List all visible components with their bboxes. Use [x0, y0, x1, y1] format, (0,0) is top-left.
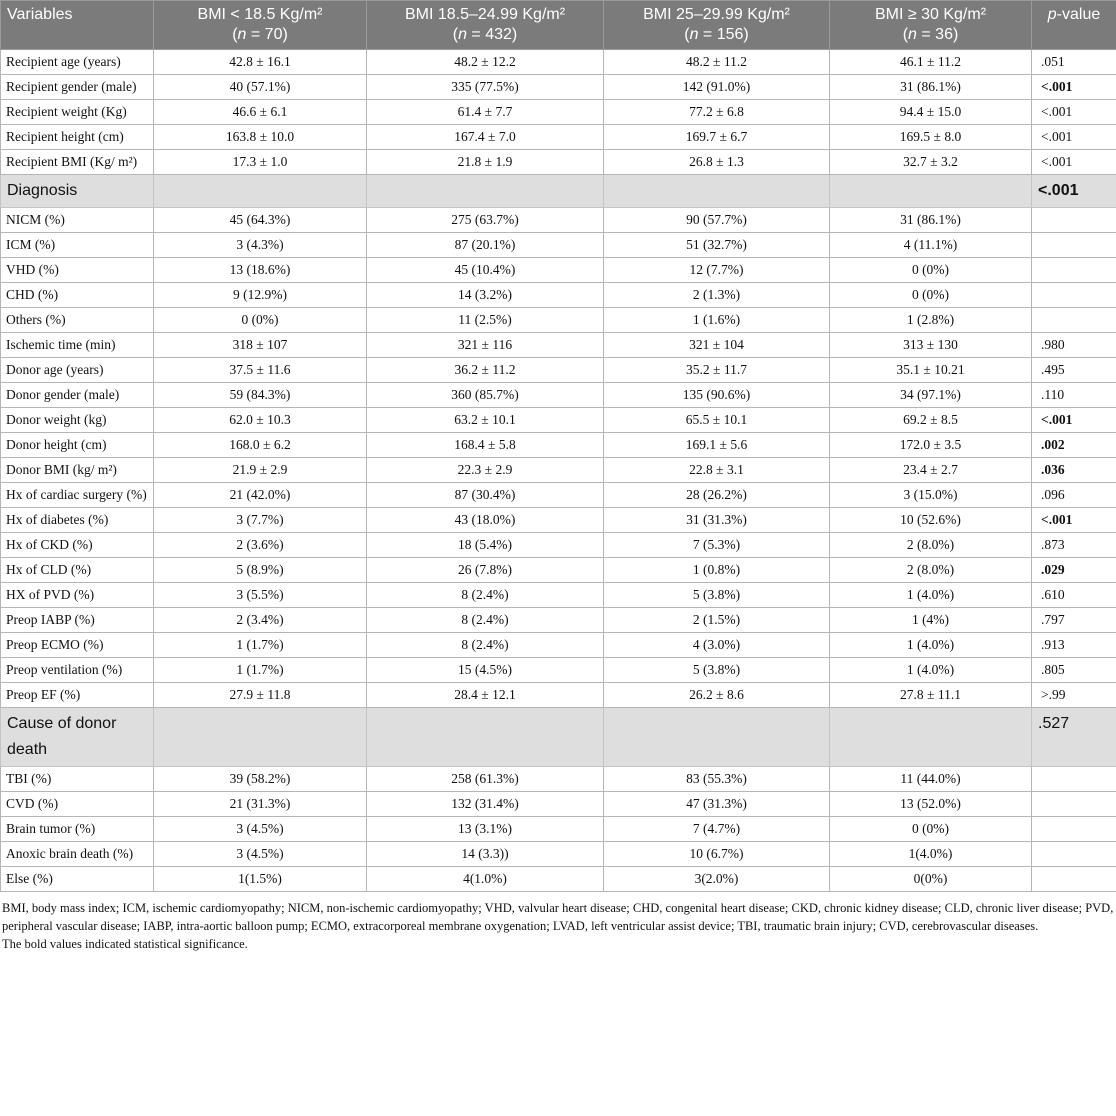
group-value: 1 (4.0%): [830, 583, 1032, 608]
group-value: 321 ± 116: [367, 333, 604, 358]
table-row: [1, 383, 1116, 408]
table-row: [1, 333, 1116, 358]
group-value: 13 (18.6%): [154, 258, 367, 283]
group-value: 59 (84.3%): [154, 383, 367, 408]
variable-label: CVD (%): [1, 792, 154, 817]
table-row: [1, 583, 1116, 608]
variable-label: VHD (%): [1, 258, 154, 283]
header-group-overweight: BMI 25–29.99 Kg/m² (n = 156): [604, 1, 830, 50]
group-value: 27.8 ± 11.1: [830, 683, 1032, 708]
p-value: .805: [1032, 658, 1116, 683]
group-n: 432: [485, 26, 512, 43]
group-value: 13 (3.1%): [367, 817, 604, 842]
variable-label: Preop ECMO (%): [1, 633, 154, 658]
group-value: 13 (52.0%): [830, 792, 1032, 817]
group-value: 360 (85.7%): [367, 383, 604, 408]
variable-label: Donor age (years): [1, 358, 154, 383]
group-n: 36: [935, 26, 953, 43]
group-value: 26 (7.8%): [367, 558, 604, 583]
group-value: 1(4.0%): [830, 842, 1032, 867]
group-range: BMI < 18.5 Kg/m²: [197, 6, 323, 23]
group-value: 2 (8.0%): [830, 533, 1032, 558]
group-value: 21 (42.0%): [154, 483, 367, 508]
group-value: [367, 175, 604, 208]
variable-label: Recipient BMI (Kg/ m²): [1, 150, 154, 175]
table-row: [1, 608, 1116, 633]
group-n: 156: [716, 26, 744, 43]
group-value: 47 (31.3%): [604, 792, 830, 817]
variable-label: Brain tumor (%): [1, 817, 154, 842]
p-value: [1032, 867, 1116, 892]
group-value: 1 (4.0%): [830, 633, 1032, 658]
header-group-obese: BMI ≥ 30 Kg/m² (n = 36): [830, 1, 1032, 50]
group-value: 31 (86.1%): [830, 208, 1032, 233]
group-value: 1(1.5%): [154, 867, 367, 892]
group-value: 258 (61.3%): [367, 767, 604, 792]
header-p-value: [1032, 1, 1116, 50]
group-value: 5 (3.8%): [604, 658, 830, 683]
group-value: 1 (4.0%): [830, 658, 1032, 683]
variable-label: Else (%): [1, 867, 154, 892]
variable-label: Recipient height (cm): [1, 125, 154, 150]
group-value: 169.1 ± 5.6: [604, 433, 830, 458]
group-value: 4 (11.1%): [830, 233, 1032, 258]
variable-label: TBI (%): [1, 767, 154, 792]
n-symbol: n: [689, 26, 699, 43]
table-row: [1, 633, 1116, 658]
group-value: 11 (2.5%): [367, 308, 604, 333]
p-value: <.001: [1032, 408, 1116, 433]
p-value: <.001: [1032, 100, 1116, 125]
variable-label: CHD (%): [1, 283, 154, 308]
group-value: 21 (31.3%): [154, 792, 367, 817]
group-value: 45 (64.3%): [154, 208, 367, 233]
table-row: [1, 508, 1116, 533]
variable-label: Diagnosis: [1, 175, 154, 208]
group-value: 318 ± 107: [154, 333, 367, 358]
p-value: [1032, 817, 1116, 842]
p-value: [1032, 258, 1116, 283]
abbreviations-footnote: BMI, body mass index; ICM, ischemic cardiomyopathy; NICM, non-ischemic cardiomyopathy; VHD, valvular heart disease; CHD, congenital heart disease; CKD, chronic kidney disease; CLD, chronic liver disease; PVD, peripheral vascular disease; IABP, intra-aortic balloon pump; ECMO, extracorporeal membrane oxygenation; LVAD, left ventricular assist device; TBI, traumatic brain injury; CVD, cerebrovascular diseases.: [2, 901, 1114, 933]
group-value: 4 (3.0%): [604, 633, 830, 658]
variable-label: Ischemic time (min): [1, 333, 154, 358]
table-row: [1, 483, 1116, 508]
group-value: 14 (3.3)): [367, 842, 604, 867]
table-row: [1, 100, 1116, 125]
group-value: 15 (4.5%): [367, 658, 604, 683]
group-value: 21.9 ± 2.9: [154, 458, 367, 483]
group-value: 2 (8.0%): [830, 558, 1032, 583]
table-row: [1, 433, 1116, 458]
group-value: [154, 708, 367, 767]
table-row: [1, 50, 1116, 75]
table-row: [1, 75, 1116, 100]
group-value: 28 (26.2%): [604, 483, 830, 508]
group-value: 12 (7.7%): [604, 258, 830, 283]
group-value: 14 (3.2%): [367, 283, 604, 308]
section-row: [1, 175, 1116, 208]
p-value: [1032, 308, 1116, 333]
header-group-underweight: BMI < 18.5 Kg/m² (n = 70): [154, 1, 367, 50]
group-value: 28.4 ± 12.1: [367, 683, 604, 708]
group-value: 11 (44.0%): [830, 767, 1032, 792]
group-value: 4(1.0%): [367, 867, 604, 892]
group-value: 46.6 ± 6.1: [154, 100, 367, 125]
group-value: [830, 708, 1032, 767]
group-value: 5 (3.8%): [604, 583, 830, 608]
group-value: 5 (8.9%): [154, 558, 367, 583]
variable-label: Preop IABP (%): [1, 608, 154, 633]
table-row: [1, 767, 1116, 792]
group-value: 21.8 ± 1.9: [367, 150, 604, 175]
p-value: <.001: [1032, 125, 1116, 150]
group-value: [604, 708, 830, 767]
group-value: 7 (4.7%): [604, 817, 830, 842]
group-n: 70: [264, 26, 283, 43]
n-symbol: n: [458, 26, 467, 43]
group-value: 1 (1.7%): [154, 633, 367, 658]
group-value: 10 (6.7%): [604, 842, 830, 867]
p-value: [1032, 767, 1116, 792]
p-value: .913: [1032, 633, 1116, 658]
table-body: [1, 50, 1116, 892]
group-value: [367, 708, 604, 767]
variable-label: Anoxic brain death (%): [1, 842, 154, 867]
group-value: 26.2 ± 8.6: [604, 683, 830, 708]
variable-label: Recipient gender (male): [1, 75, 154, 100]
group-value: 62.0 ± 10.3: [154, 408, 367, 433]
variable-label: HX of PVD (%): [1, 583, 154, 608]
group-value: 94.4 ± 15.0: [830, 100, 1032, 125]
p-value: .002: [1032, 433, 1116, 458]
p-value: >.99: [1032, 683, 1116, 708]
group-value: 31 (31.3%): [604, 508, 830, 533]
variable-label: Cause of donor death: [1, 708, 154, 767]
variable-label: NICM (%): [1, 208, 154, 233]
group-value: 167.4 ± 7.0: [367, 125, 604, 150]
table-row: [1, 683, 1116, 708]
group-value: 3 (4.3%): [154, 233, 367, 258]
group-value: 3 (4.5%): [154, 817, 367, 842]
group-value: 18 (5.4%): [367, 533, 604, 558]
p-value: .797: [1032, 608, 1116, 633]
variable-label: Donor height (cm): [1, 433, 154, 458]
variable-label: Donor weight (kg): [1, 408, 154, 433]
p-value: [1032, 792, 1116, 817]
table-row: [1, 125, 1116, 150]
group-value: 313 ± 130: [830, 333, 1032, 358]
group-value: 0 (0%): [154, 308, 367, 333]
group-value: 22.8 ± 3.1: [604, 458, 830, 483]
group-value: 0 (0%): [830, 258, 1032, 283]
group-range: BMI ≥ 30 Kg/m²: [874, 6, 987, 23]
group-value: 3 (5.5%): [154, 583, 367, 608]
p-value: .096: [1032, 483, 1116, 508]
group-value: 65.5 ± 10.1: [604, 408, 830, 433]
table-row: [1, 150, 1116, 175]
group-value: 335 (77.5%): [367, 75, 604, 100]
variable-label: Preop EF (%): [1, 683, 154, 708]
group-value: 26.8 ± 1.3: [604, 150, 830, 175]
p-value: <.001: [1032, 75, 1116, 100]
table-row: [1, 408, 1116, 433]
group-value: 37.5 ± 11.6: [154, 358, 367, 383]
variable-label: Preop ventilation (%): [1, 658, 154, 683]
group-value: 39 (58.2%): [154, 767, 367, 792]
group-value: 2 (1.5%): [604, 608, 830, 633]
table-row: [1, 258, 1116, 283]
group-value: 8 (2.4%): [367, 583, 604, 608]
group-value: 8 (2.4%): [367, 608, 604, 633]
p-value: .495: [1032, 358, 1116, 383]
p-value: .029: [1032, 558, 1116, 583]
table-row: [1, 792, 1116, 817]
p-value: [1032, 283, 1116, 308]
group-value: 2 (3.4%): [154, 608, 367, 633]
group-value: 0(0%): [830, 867, 1032, 892]
group-value: [604, 175, 830, 208]
group-value: 46.1 ± 11.2: [830, 50, 1032, 75]
group-value: 275 (63.7%): [367, 208, 604, 233]
group-value: 0 (0%): [830, 283, 1032, 308]
variable-label: Others (%): [1, 308, 154, 333]
group-value: 132 (31.4%): [367, 792, 604, 817]
header-variables: Variables: [1, 1, 154, 50]
group-value: 17.3 ± 1.0: [154, 150, 367, 175]
group-value: 1 (1.6%): [604, 308, 830, 333]
group-value: 3 (7.7%): [154, 508, 367, 533]
group-range: BMI 25–29.99 Kg/m²: [643, 6, 790, 23]
group-value: 1 (0.8%): [604, 558, 830, 583]
n-symbol: n: [908, 26, 917, 43]
group-value: 163.8 ± 10.0: [154, 125, 367, 150]
table-row: [1, 533, 1116, 558]
table-header-row: [1, 1, 1116, 50]
table-row: [1, 658, 1116, 683]
group-value: 168.0 ± 6.2: [154, 433, 367, 458]
group-value: 9 (12.9%): [154, 283, 367, 308]
p-value: .527: [1032, 708, 1116, 767]
group-value: 42.8 ± 16.1: [154, 50, 367, 75]
table-footnotes: [0, 892, 1116, 953]
group-value: 321 ± 104: [604, 333, 830, 358]
variable-label: Hx of diabetes (%): [1, 508, 154, 533]
variable-label: Recipient weight (Kg): [1, 100, 154, 125]
group-value: 51 (32.7%): [604, 233, 830, 258]
group-value: 77.2 ± 6.8: [604, 100, 830, 125]
group-value: 61.4 ± 7.7: [367, 100, 604, 125]
group-value: 35.2 ± 11.7: [604, 358, 830, 383]
table-row: [1, 208, 1116, 233]
group-value: 169.5 ± 8.0: [830, 125, 1032, 150]
p-value: .980: [1032, 333, 1116, 358]
p-value: [1032, 842, 1116, 867]
p-value: .110: [1032, 383, 1116, 408]
group-value: 10 (52.6%): [830, 508, 1032, 533]
group-value: 83 (55.3%): [604, 767, 830, 792]
group-value: 31 (86.1%): [830, 75, 1032, 100]
group-value: 3 (15.0%): [830, 483, 1032, 508]
group-value: 34 (97.1%): [830, 383, 1032, 408]
group-value: 43 (18.0%): [367, 508, 604, 533]
group-value: 69.2 ± 8.5: [830, 408, 1032, 433]
group-value: 169.7 ± 6.7: [604, 125, 830, 150]
group-value: 8 (2.4%): [367, 633, 604, 658]
group-value: 87 (30.4%): [367, 483, 604, 508]
table-row: [1, 558, 1116, 583]
p-suffix: -value: [1056, 6, 1101, 23]
group-value: 1 (2.8%): [830, 308, 1032, 333]
table-row: [1, 458, 1116, 483]
group-value: 27.9 ± 11.8: [154, 683, 367, 708]
table-row: [1, 233, 1116, 258]
group-value: 0 (0%): [830, 817, 1032, 842]
group-value: 48.2 ± 12.2: [367, 50, 604, 75]
group-value: 1 (4%): [830, 608, 1032, 633]
p-value: <.001: [1032, 150, 1116, 175]
table-row: [1, 817, 1116, 842]
table-row: [1, 283, 1116, 308]
variable-label: Recipient age (years): [1, 50, 154, 75]
group-range: BMI 18.5–24.99 Kg/m²: [404, 6, 566, 23]
variable-label: Hx of CKD (%): [1, 533, 154, 558]
group-value: 172.0 ± 3.5: [830, 433, 1032, 458]
variable-label: ICM (%): [1, 233, 154, 258]
p-value: .873: [1032, 533, 1116, 558]
p-value: <.001: [1032, 508, 1116, 533]
group-value: 87 (20.1%): [367, 233, 604, 258]
p-value: [1032, 208, 1116, 233]
variable-label: Donor BMI (kg/ m²): [1, 458, 154, 483]
p-value: .051: [1032, 50, 1116, 75]
group-value: 1 (1.7%): [154, 658, 367, 683]
group-value: 63.2 ± 10.1: [367, 408, 604, 433]
group-value: 7 (5.3%): [604, 533, 830, 558]
group-value: 3 (4.5%): [154, 842, 367, 867]
group-value: 23.4 ± 2.7: [830, 458, 1032, 483]
variable-label: Hx of CLD (%): [1, 558, 154, 583]
p-value: .036: [1032, 458, 1116, 483]
group-value: 90 (57.7%): [604, 208, 830, 233]
group-value: 2 (1.3%): [604, 283, 830, 308]
table-row: [1, 842, 1116, 867]
group-value: 35.1 ± 10.21: [830, 358, 1032, 383]
variable-label: Donor gender (male): [1, 383, 154, 408]
n-symbol: n: [237, 26, 247, 43]
section-row: [1, 708, 1116, 767]
table-row: [1, 358, 1116, 383]
group-value: 40 (57.1%): [154, 75, 367, 100]
p-value: [1032, 233, 1116, 258]
group-value: 36.2 ± 11.2: [367, 358, 604, 383]
p-value: <.001: [1032, 175, 1116, 208]
p-value: .610: [1032, 583, 1116, 608]
group-value: 45 (10.4%): [367, 258, 604, 283]
group-value: 32.7 ± 3.2: [830, 150, 1032, 175]
group-value: [154, 175, 367, 208]
table-row: [1, 308, 1116, 333]
group-value: 142 (91.0%): [604, 75, 830, 100]
significance-footnote: The bold values indicated statistical significance.: [2, 937, 248, 951]
group-value: 48.2 ± 11.2: [604, 50, 830, 75]
group-value: 168.4 ± 5.8: [367, 433, 604, 458]
header-group-normal: BMI 18.5–24.99 Kg/m² (n = 432): [367, 1, 604, 50]
group-value: [830, 175, 1032, 208]
table-row: [1, 867, 1116, 892]
p-symbol: p: [1047, 6, 1057, 23]
group-value: 22.3 ± 2.9: [367, 458, 604, 483]
group-value: 135 (90.6%): [604, 383, 830, 408]
variable-label: Hx of cardiac surgery (%): [1, 483, 154, 508]
group-value: 3(2.0%): [604, 867, 830, 892]
group-value: 2 (3.6%): [154, 533, 367, 558]
